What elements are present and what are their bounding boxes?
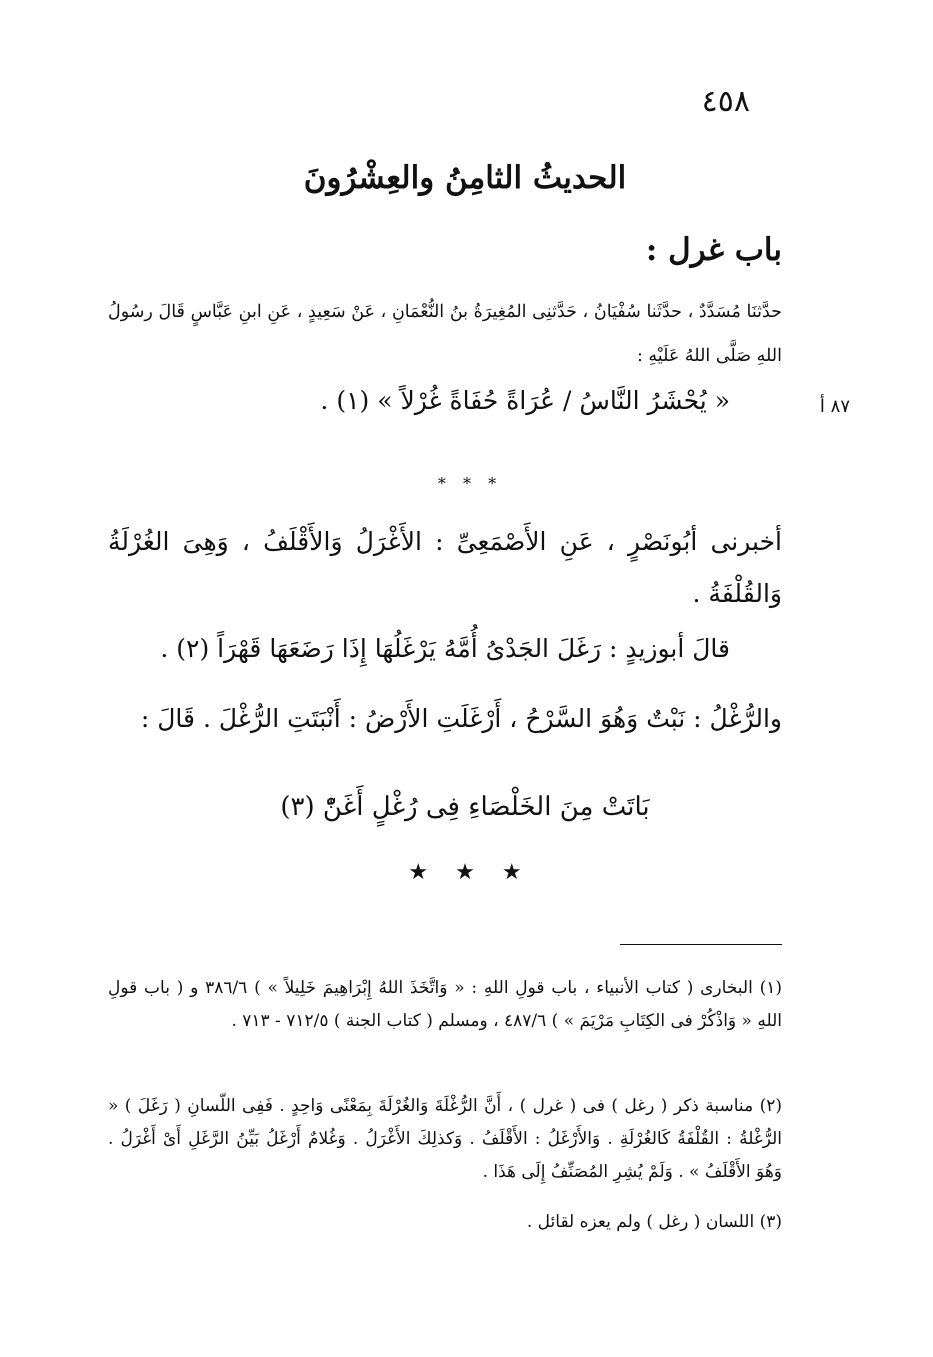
- hadith-text: « يُحْشَرُ النَّاسُ / عُرَاةً حُفَاةً غُرْلاً » (١) .: [320, 386, 730, 415]
- footnote-2: (٢) مناسبة ذكر ( رغل ) فى ( غرل ) ، أَنَّ الرُّغْلَةَ وَالغُرْلَةَ بِمَعْنًى وَاحِدٍ . فَفِى اللّسانِ ( رَغَلَ ) « الرُّغْلةُ : القُلْفَةُ كَالغُرْلَةِ . وَالأَرْغَلُ : الأَقْلَفُ . وَكذلِكَ الأَغْرَلُ . وَغُلامٌ أَرْغَلُ بَيِّنُ الرَّغَلِ أَىْ أَغْرَلُ . وَهُوَ الأَقْلَفُ » . وَلَمْ يُشِرِ المُصَنِّفُ إِلَى هَذَا .: [108, 1096, 782, 1182]
- section-separator: * * *: [437, 474, 503, 493]
- footnote-1: (١) البخارى ( كتاب الأنبياء ، باب قولِ اللهِ : « وَاتَّخَذَ اللهُ إِبْرَاهِيمَ خَلِيلاً » ) ٣٨٦/٦ و ( باب قولِ اللهِ « وَاذْكُرْ فى الكِتَابِ مَرْيَمَ » ) ٤٨٧/٦ ، ومسلم ( كتاب الجنة ) ٧١٢/٥ - ٧١٣ .: [108, 978, 783, 1031]
- paragraph-rughl: والرُّغْلُ : نَبْتٌ وَهُوَ السَّرْحُ ، أَرْغَلَتِ الأَرْضُ : أَنْبَتَتِ الرُّغْلَ . قَالَ :: [140, 704, 782, 733]
- margin-folio-note: ٨٧ أ: [819, 396, 850, 417]
- paragraph-abuzayd: قالَ أبوزيدٍ : رَغَلَ الجَدْىُ أُمَّهُ يَرْغَلُهَا إِذَا رَضَعَهَا قَهْرَاً (٢) .: [160, 634, 730, 663]
- chapter-heading: باب غرل :: [645, 232, 782, 268]
- end-stars: ★ ★ ★: [408, 860, 532, 885]
- isnad-text: حدَّثنَا مُسَدَّدٌ ، حدَّثَنا سُفْيَانُ ، حَدَّثنِى المُغِيرَةُ بنُ النُّعْمَانِ ، عَنْ سَعِيدٍ ، عَنِ ابنِ عَبَّاسٍ قَالَ رسُولُ اللهِ صَلَّى اللهُ عَلَيْهِ :: [108, 302, 782, 366]
- footnote-divider: [620, 944, 782, 945]
- section-title: الحديثُ الثامِنُ والعِشْرُونَ: [303, 160, 627, 196]
- paragraph-asmai: أخبرنى أبُونَصْرٍ ، عَنِ الأَصْمَعِىِّ : الأَغْرَلُ وَالأَقْلَفُ ، وَهِىَ الغُرْلَةُ وَالقُلْفَةُ .: [108, 527, 782, 608]
- footnote-3: (٣) اللسان ( رغل ) ولم يعزه لقائل .: [526, 1212, 782, 1232]
- poetry-verse: بَاتَتْ مِنَ الخَلْصَاءِ فِى رُغْلٍ أَغَنّْ (٣): [280, 792, 650, 822]
- page-number: ٤٥٨: [701, 84, 750, 119]
